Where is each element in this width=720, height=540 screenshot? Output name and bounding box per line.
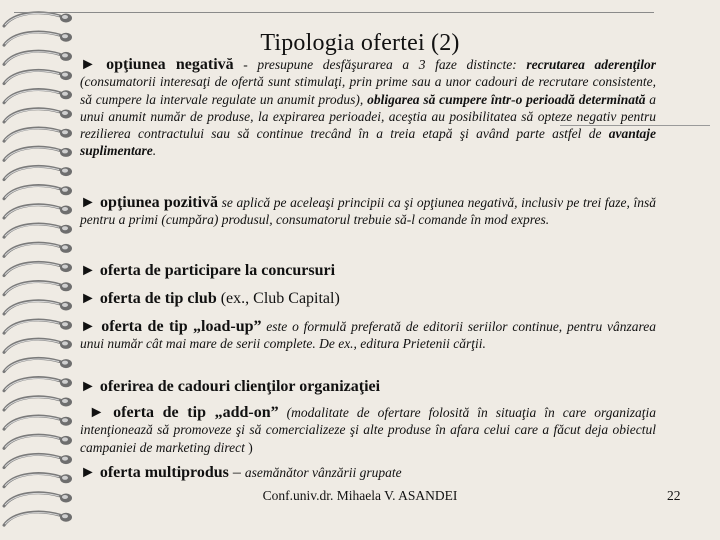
binding-ring bbox=[4, 13, 72, 26]
load-up-offer-heading: oferta de tip „load-up” bbox=[101, 318, 262, 335]
binding-ring bbox=[4, 262, 72, 275]
bullet-arrow: ► bbox=[80, 262, 96, 279]
binding-ring bbox=[4, 358, 72, 371]
add-on-offer-heading: oferta de tip „add-on” bbox=[113, 404, 279, 421]
positive-option-heading: opţiunea pozitivă bbox=[100, 194, 219, 211]
binding-ring bbox=[4, 243, 72, 256]
negative-option-block: ► opţiunea negativă - presupune desfăşurarea a 3 faze distincte: recrutarea aderenţilor (consumatorii interesaţi de ofertă sunt stimulaţi, prin prime sau a unor cadouri de recrutare consistente, să cumpere la intervale regulate un anumit produs), obligarea să cumpere într-o perioadă determinată a unui anumit număr de produse, la expirarea perioadei, aceştia au posibilitatea să opteze negativ pentru rezilierea contractului sau să continue trecând în a treia etapă şi având parte astfel de avantaje suplimentare. bbox=[80, 56, 657, 159]
spiral-binding bbox=[0, 0, 80, 540]
binding-ring bbox=[4, 205, 72, 218]
binding-ring bbox=[4, 186, 72, 199]
multiproduct-offer-block: ► oferta multiprodus – asemănător vânzării grupate bbox=[80, 464, 402, 481]
club-offer-heading: oferta de tip club bbox=[99, 290, 217, 307]
obligation-term: obligarea să cumpere într-o perioadă determinată bbox=[367, 91, 646, 107]
binding-ring bbox=[4, 166, 72, 179]
binding-ring bbox=[4, 224, 72, 237]
page-number: 22 bbox=[667, 488, 681, 503]
binding-ring bbox=[4, 90, 72, 103]
bullet-arrow: ► bbox=[80, 290, 96, 307]
binding-ring bbox=[4, 512, 72, 525]
recruitment-term: recrutarea aderenţilor bbox=[526, 57, 657, 72]
binding-ring bbox=[4, 320, 72, 333]
binding-ring bbox=[4, 339, 72, 352]
binding-ring bbox=[4, 147, 72, 160]
participation-offer-block bbox=[80, 262, 656, 279]
negative-option-heading: opţiunea negativă bbox=[106, 56, 234, 73]
bullet-arrow: ► bbox=[80, 464, 96, 481]
binding-ring bbox=[4, 109, 72, 122]
binding-ring bbox=[4, 454, 72, 467]
bullet-arrow: ► bbox=[80, 378, 96, 395]
binding-ring bbox=[4, 397, 72, 410]
add-on-offer-block: ► oferta de tip „add-on” (modalitate de ofertare folosită în situaţia în care organizaţia intenţionează să promoveze şi să comercializeze şi alte produse în afara celui care a făcut deja obiectul campaniei de marketing direct ) bbox=[80, 404, 657, 455]
bullet-arrow: ► bbox=[88, 404, 105, 421]
binding-ring bbox=[4, 474, 72, 487]
bullet-arrow: ► bbox=[80, 318, 96, 335]
binding-ring bbox=[4, 378, 72, 391]
participation-offer-heading: oferta de participare la concursuri bbox=[99, 262, 336, 279]
top-rule bbox=[14, 12, 654, 13]
binding-ring bbox=[4, 70, 72, 83]
extra-advantages-term: avantaje suplimentare bbox=[80, 126, 656, 159]
positive-option-block: ► opţiunea pozitivă se aplică pe aceleaşi principii ca şi opţiunea negativă, inclusiv pe trei faze, însă pentru a primi (cumpăra) produsul, consumatorul trebuie să-l comande în mod expres. bbox=[80, 194, 656, 228]
bullet-arrow: ► bbox=[80, 194, 96, 211]
slide-title: Tipologia ofertei (2) bbox=[260, 30, 460, 56]
club-offer-block: ► oferta de tip club (ex., Club Capital) bbox=[80, 290, 340, 307]
binding-ring bbox=[4, 128, 72, 141]
bullet-arrow: ► opţiunea negativă bbox=[80, 56, 234, 73]
client-gifts-heading: oferirea de cadouri clienţilor organizaţiei bbox=[99, 378, 381, 395]
binding-ring bbox=[4, 301, 72, 314]
footer-author: Conf.univ.dr. Mihaela V. ASANDEI bbox=[262, 488, 458, 503]
binding-ring bbox=[4, 282, 72, 295]
multiproduct-offer-heading: oferta multiprodus bbox=[99, 464, 229, 481]
binding-ring bbox=[4, 416, 72, 429]
client-gifts-block bbox=[80, 378, 656, 395]
binding-ring bbox=[4, 435, 72, 448]
load-up-offer-block: ► oferta de tip „load-up” este o formulă preferată de editorii seriilor continue, pentru vânzarea unui număr cât mai mare de serii complete. De ex., editura Prietenii cărţii. bbox=[80, 318, 657, 352]
